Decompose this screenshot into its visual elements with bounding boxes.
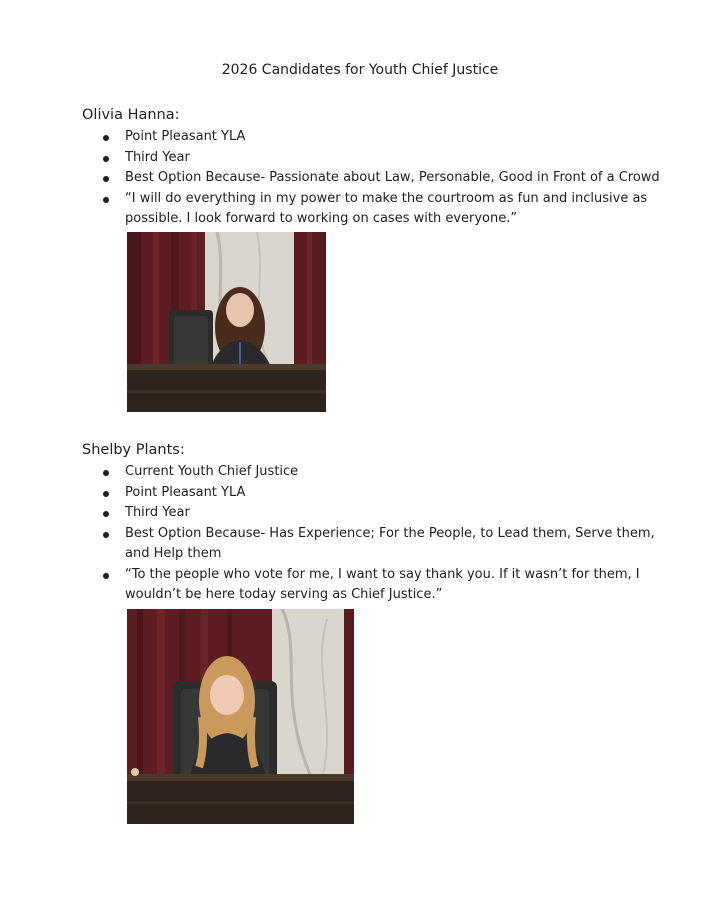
bullet-icon bbox=[103, 197, 109, 203]
candidate-name: Olivia Hanna: bbox=[82, 107, 180, 123]
candidate-photo-shelby bbox=[127, 609, 354, 824]
bullet-icon bbox=[103, 573, 109, 579]
bullet-icon bbox=[103, 176, 109, 182]
list-item bbox=[82, 462, 662, 483]
bullet-text: Current Youth Chief Justice bbox=[125, 464, 299, 479]
page-title: 2026 Candidates for Youth Chief Justice bbox=[221, 62, 499, 78]
bullet-text: Point Pleasant YLA bbox=[125, 484, 246, 500]
bullet-text: “To the people who vote for me, I want to say thank you. If it wasn’t for them, I wouldn’t be here today serving as Chief Justice.” bbox=[125, 566, 640, 602]
candidate-name: Shelby Plants: bbox=[82, 442, 185, 458]
candidate-photo-olivia bbox=[127, 232, 326, 412]
bullet-text: Best Option Because- Has Experience; For the People, to Lead them, Serve them, and Help them bbox=[125, 525, 655, 561]
bullet-text: Point Pleasant YLA bbox=[125, 129, 246, 144]
bullet-icon bbox=[103, 135, 109, 141]
list-item bbox=[82, 565, 662, 606]
bullet-text: Best Option Because- Passionate about Law, Personable, Good in Front of a Crowd bbox=[125, 170, 660, 185]
list-item bbox=[82, 148, 662, 169]
bullet-icon bbox=[103, 156, 109, 162]
list-item bbox=[82, 503, 662, 524]
bullet-text: Third Year bbox=[125, 505, 190, 520]
list-item bbox=[82, 168, 662, 189]
bullet-icon bbox=[103, 532, 109, 538]
list-item bbox=[82, 127, 662, 148]
bullet-icon bbox=[103, 491, 109, 497]
candidate-section-olivia bbox=[82, 105, 662, 230]
bullet-text: Third Year bbox=[125, 149, 190, 165]
candidate-section-shelby bbox=[82, 440, 662, 606]
bullet-text: “I will do everything in my power to make the courtroom as fun and inclusive as possible. I look forward to working on cases with everyone.” bbox=[125, 190, 648, 226]
list-item bbox=[82, 524, 662, 565]
candidate-bullet-list bbox=[82, 462, 662, 606]
bullet-icon bbox=[103, 511, 109, 517]
list-item bbox=[82, 189, 662, 230]
candidate-bullet-list bbox=[82, 127, 662, 230]
list-item bbox=[82, 483, 662, 504]
bullet-icon bbox=[103, 470, 109, 476]
